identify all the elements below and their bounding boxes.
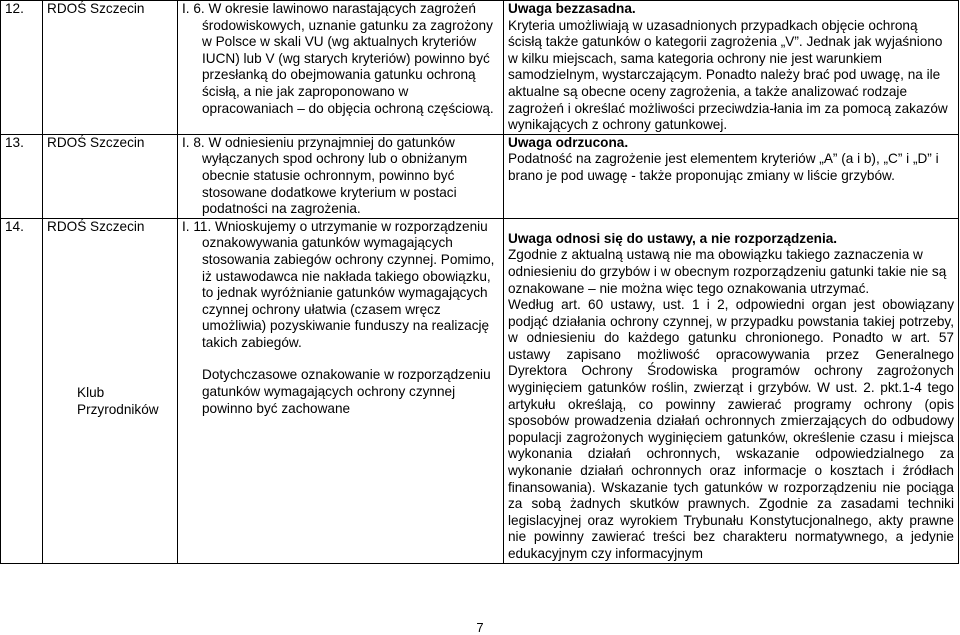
comment-body: Wnioskujemy o utrzymanie w rozporządzeniu oznakowywania gatunków wymagających stosowania zabiegów ochrony czynnej. Pomimo, iż ustawodawca nie nakłada takiego obowiązku, to jednak wyróżnianie gatunków wymagających czynnej ochrony ułatwia (czasem wręcz umożliwia) pozyskiwanie funduszy na realizację takich zabiegów. xyxy=(202,218,495,350)
comment-ref: I. 8. xyxy=(182,134,205,150)
comment-text xyxy=(182,1,499,117)
row-number: 14. xyxy=(1,218,43,563)
response-body: Zgodnie z aktualną ustawą nie ma obowiązku takiego zaznaczenia w odniesieniu do grzybów i w obecnym rozporządzeniu gatunki takie nie są oznakowane – nie można więc tego oznakowania utrzymać. xyxy=(508,247,947,296)
organization-secondary: Klub Przyrodników xyxy=(77,385,159,417)
table-row xyxy=(1,218,959,563)
comment-text xyxy=(182,135,499,218)
comment-cell xyxy=(178,1,504,135)
row-number: 12. xyxy=(1,1,43,135)
response-cell xyxy=(504,1,959,135)
organization: RDOŚ Szczecin xyxy=(43,1,178,135)
comment-body: W okresie lawinowo narastających zagrożeń środowiskowych, uznanie gatunku za zagrożony w Polsce w skali VU (wg aktualnych kryteriów IUCN) lub V (wg starych kryteriów) powinno być przesłanką do obejmowania gatunku ochroną ścisłą, a nie jak zaproponowano w opracowaniach – do objęcia ochroną częściową. xyxy=(202,1,494,116)
response-body: Kryteria umożliwiają w uzasadnionych przypadkach objęcie ochroną ścisłą także gatunków o kategorii zagrożenia „V”. Jednak jak wyjaśniono w kilku miejscach, sama kategoria ochrony nie jest warunkiem samodzielnym, wystarczającym. Ponadto należy brać pod uwagę, na ile aktualne są obecne oceny zagrożenia, a także analizować rodzaje zagrożeń i określać możliwości przeciwdzia-łania im za pomocą zakazów wynikających z ochrony gatunkowej. xyxy=(508,17,948,133)
comment-text xyxy=(182,219,499,352)
comment-body: W odniesieniu przynajmniej do gatunków wyłączanych spod ochrony lub o obniżanym obecnie statusie ochronnym, powinno być stosowane dodatkowe kryterium w postaci podatności na zagrożenia. xyxy=(202,134,468,217)
response-cell xyxy=(504,134,959,218)
response-title: Uwaga odrzucona. xyxy=(508,134,629,150)
comment-cell xyxy=(178,218,504,563)
organization-name: RDOŚ Szczecin xyxy=(47,218,145,234)
table-row xyxy=(1,134,959,218)
organization xyxy=(43,218,178,563)
table-row xyxy=(1,1,959,135)
page-number: 7 xyxy=(476,620,484,635)
organization: RDOŚ Szczecin xyxy=(43,134,178,218)
response-body: Podatność na zagrożenie jest elementem kryteriów „A” (a i b), „C” i „D” i brano je pod uwagę - także proponując zmiany w liście grzybów. xyxy=(508,151,939,183)
row-number: 13. xyxy=(1,134,43,218)
response-title: Uwaga bezzasadna. xyxy=(508,1,636,16)
comment-text-secondary: Dotychczasowe oznakowanie w rozporządzeniu gatunków wymagających ochrony czynnej powinno być zachowane xyxy=(202,367,491,416)
response-title: Uwaga odnosi się do ustawy, a nie rozporządzenia. xyxy=(508,230,838,246)
comment-cell xyxy=(178,134,504,218)
response-body-secondary: Według art. 60 ustawy, ust. 1 i 2, odpowiedni organ jest obowiązany podjąć działania ochrony czynnej, w przypadku powstania takiej potrzeby, w odniesieniu do każdego gatunku chronionego. Ponadto w art. 57 ustawy zapisano możliwość opracowywania przez Generalnego Dyrektora Ochrony Środowiska programów ochrony zagrożonych wyginięciem gatunków roślin, zwierząt i grzybów. W ust. 2. pkt.1-4 tego artykułu określają, co powinny zawierać programy ochrony (opis sposobów prowadzenia działań ochronnych zmierzających do odbudowy populacji zagrożonych wyginięciem gatunków, określenie czasu i miejsca wykonania działań ochronnych, wskazanie odpowiedzialnego za wykonanie działań ochronnych oraz informacje o kosztach i źródłach finansowania). Wskazanie tych gatunków w rozporządzeniu nie pociąga za sobą żadnych skutków prawnych. Zgodnie za zasadami techniki legislacyjnej oraz wyrokiem Trybunału Konstytucjonalnego, akty prawne nie powinny zawierać treści bez charakteru normatywnego, a jedynie edukacyjnym czy informacyjnym xyxy=(508,297,954,561)
comment-ref: I. 11. xyxy=(182,218,212,234)
comment-ref: I. 6. xyxy=(182,1,205,16)
response-cell xyxy=(504,218,959,563)
